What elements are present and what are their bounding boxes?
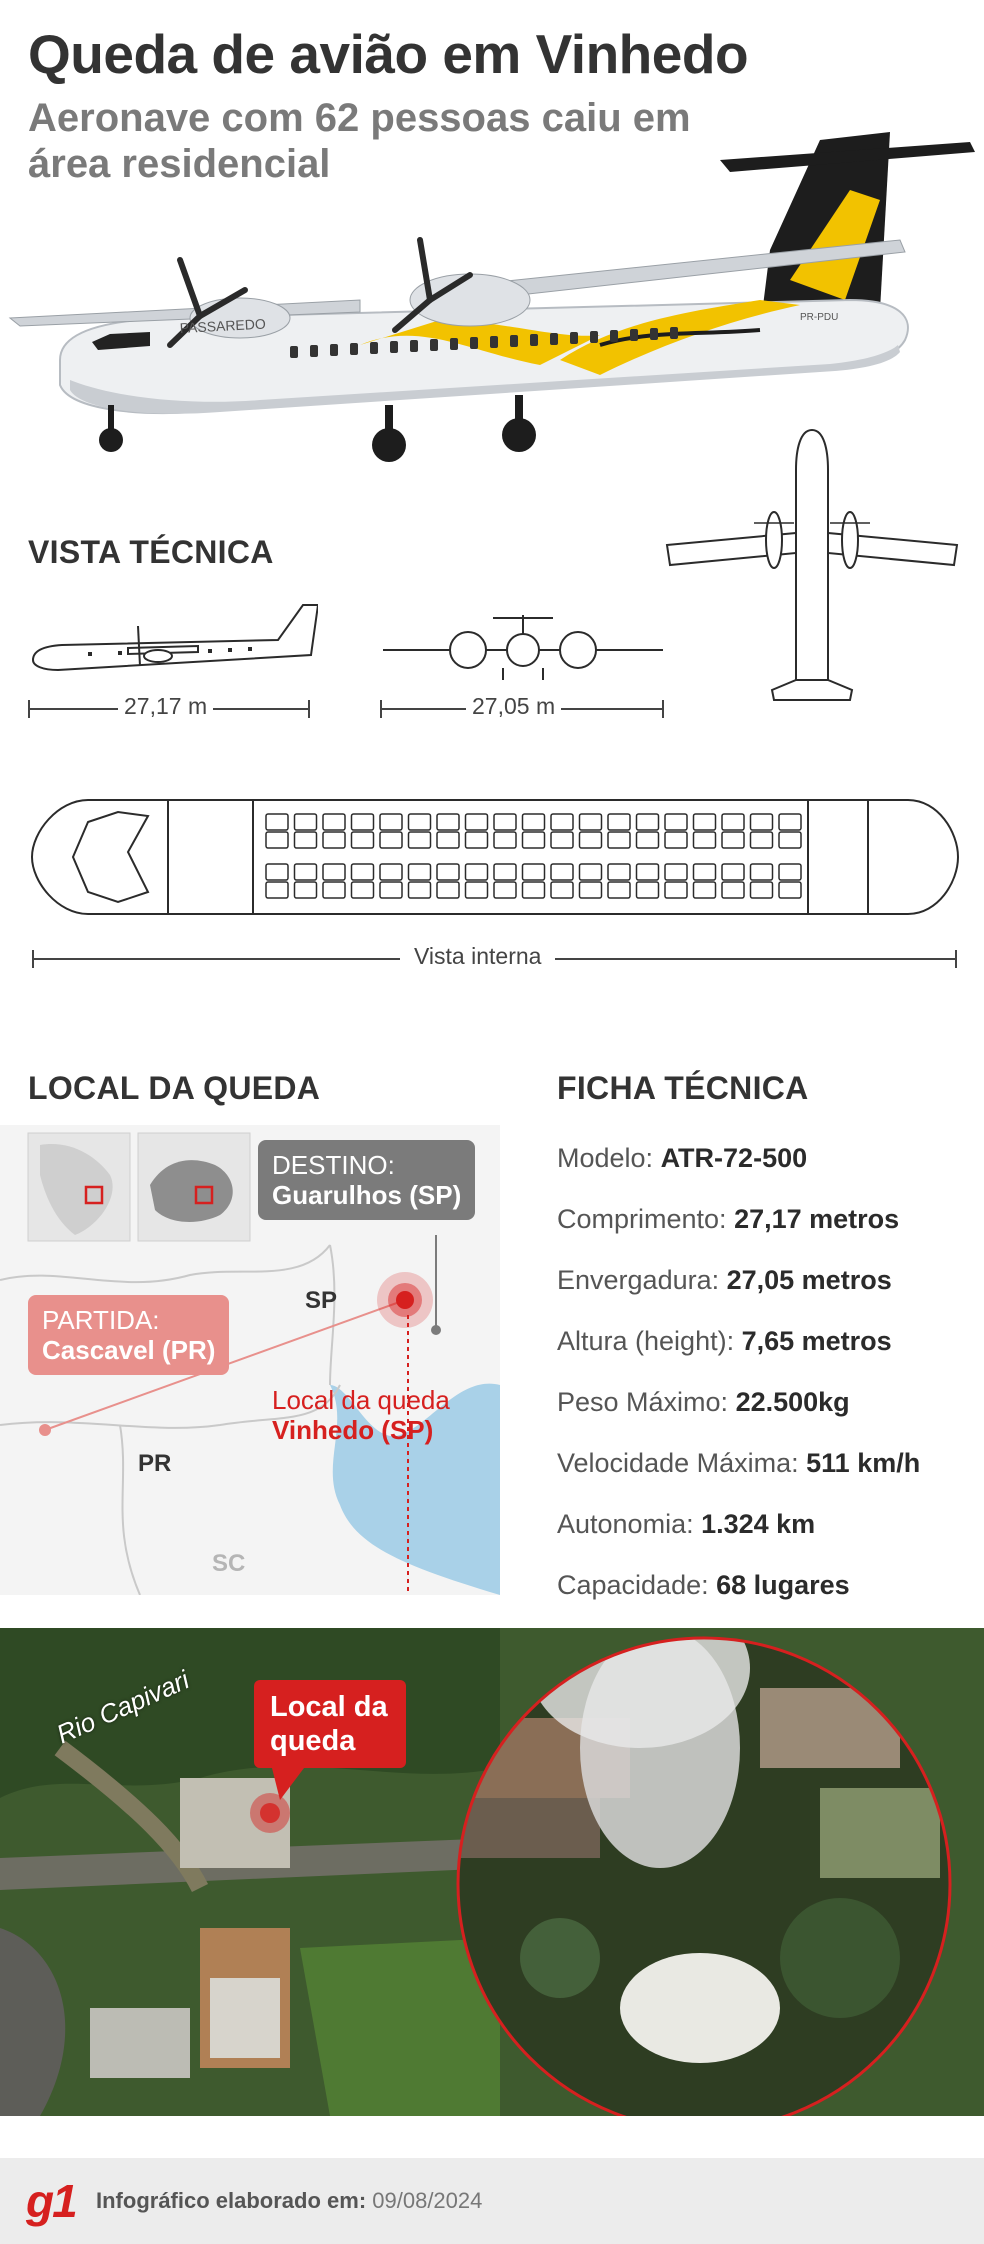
- seat: [523, 814, 545, 830]
- seat: [466, 882, 488, 898]
- seat: [295, 882, 317, 898]
- ficha-row-comprimento: Comprimento: 27,17 metros: [557, 1204, 900, 1234]
- seat: [751, 882, 773, 898]
- destino-label: DESTINO:: [272, 1150, 395, 1180]
- interior-label: Vista interna: [400, 943, 555, 970]
- seat: [380, 882, 402, 898]
- seat: [494, 864, 516, 880]
- seat: [466, 832, 488, 848]
- seat: [637, 832, 659, 848]
- seat: [380, 832, 402, 848]
- local-queda-heading: LOCAL DA QUEDA: [28, 1070, 321, 1106]
- seat: [523, 832, 545, 848]
- seat: [580, 832, 602, 848]
- seat: [694, 864, 716, 880]
- seat: [722, 882, 744, 898]
- seat: [722, 832, 744, 848]
- length-dimension-tick-left: [28, 700, 30, 718]
- seat: [523, 882, 545, 898]
- credit-text: Infográfico elaborado em: 09/08/2024: [96, 2188, 483, 2213]
- g1-logo: g1: [26, 2175, 76, 2227]
- seat: [266, 832, 288, 848]
- ficha-row-capacidade: Capacidade: 68 lugares: [557, 1570, 850, 1600]
- seat: [751, 832, 773, 848]
- seat: [637, 814, 659, 830]
- top-view-diagram: [662, 425, 962, 720]
- queda-map-label: Local da queda Vinhedo (SP): [272, 1385, 450, 1445]
- seat: [380, 814, 402, 830]
- seat: [637, 882, 659, 898]
- seat: [608, 814, 630, 830]
- seat: [779, 814, 801, 830]
- seat: [722, 814, 744, 830]
- partida-callout: [28, 1295, 229, 1375]
- seat: [551, 832, 573, 848]
- seat: [694, 882, 716, 898]
- ficha-row-autonomia: Autonomia: 1.324 km: [557, 1509, 816, 1539]
- seat: [722, 864, 744, 880]
- side-view-diagram: [28, 600, 318, 680]
- seat: [352, 814, 374, 830]
- seat: [694, 814, 716, 830]
- river-label: Rio Capivari: [52, 1664, 194, 1750]
- seat: [580, 814, 602, 830]
- partida-value: Cascavel (PR): [42, 1335, 216, 1365]
- interior-view-diagram: [28, 792, 960, 922]
- seat: [551, 814, 573, 830]
- seat: [494, 814, 516, 830]
- length-label: 27,17 m: [118, 693, 213, 720]
- livery-text: PASSAREDO: [179, 315, 267, 336]
- page-subtitle: Aeronave com 62 pessoas caiu em área residencial: [28, 96, 691, 186]
- wingspan-dimension-tick-right: [662, 700, 664, 718]
- seat: [409, 832, 431, 848]
- destino-value: Guarulhos (SP): [272, 1180, 462, 1210]
- length-dimension-tick-right: [308, 700, 310, 718]
- page-title: Queda de avião em Vinhedo: [28, 23, 749, 85]
- seat: [352, 864, 374, 880]
- interior-dimension-tick-left: [32, 950, 34, 968]
- footer: [0, 2158, 984, 2244]
- seat: [779, 864, 801, 880]
- seat: [466, 814, 488, 830]
- seat: [266, 882, 288, 898]
- seat: [751, 864, 773, 880]
- seat: [665, 832, 687, 848]
- seat: [494, 882, 516, 898]
- seat: [637, 864, 659, 880]
- seat: [437, 814, 459, 830]
- seat: [551, 882, 573, 898]
- seat: [779, 832, 801, 848]
- ficha-row-altura: Altura (height): 7,65 metros: [557, 1326, 892, 1356]
- seat: [437, 864, 459, 880]
- wingspan-dimension-tick-left: [380, 700, 382, 718]
- seat: [580, 882, 602, 898]
- queda-photo-tag: Local da queda: [254, 1680, 406, 1768]
- ficha-row-envergadura: Envergadura: 27,05 metros: [557, 1265, 892, 1295]
- ficha-row-modelo: Modelo: ATR-72-500: [557, 1143, 808, 1173]
- seat: [665, 882, 687, 898]
- vista-tecnica-heading: VISTA TÉCNICA: [28, 534, 274, 570]
- interior-dimension-tick-right: [955, 950, 957, 968]
- seat: [694, 832, 716, 848]
- seat: [551, 864, 573, 880]
- seat: [323, 882, 345, 898]
- seat: [380, 864, 402, 880]
- ficha-row-velocidade: Velocidade Máxima: 511 km/h: [557, 1448, 921, 1478]
- ficha-row-peso: Peso Máximo: 22.500kg: [557, 1387, 850, 1417]
- seat: [608, 882, 630, 898]
- seat: [409, 864, 431, 880]
- seat: [295, 864, 317, 880]
- partida-label: PARTIDA:: [42, 1305, 160, 1335]
- seat: [323, 814, 345, 830]
- seat: [352, 882, 374, 898]
- wingspan-label: 27,05 m: [466, 693, 561, 720]
- seat: [437, 832, 459, 848]
- seat: [608, 832, 630, 848]
- state-label-sp: SP: [305, 1287, 338, 1314]
- seat: [323, 832, 345, 848]
- front-view-diagram: [378, 610, 668, 685]
- seat: [295, 814, 317, 830]
- seat: [494, 832, 516, 848]
- seat: [466, 864, 488, 880]
- state-label-pr: PR: [138, 1450, 172, 1477]
- seat: [409, 882, 431, 898]
- registration-text: PR-PDU: [800, 312, 839, 323]
- seat: [266, 864, 288, 880]
- ficha-tecnica-list: [557, 1128, 920, 1616]
- seat: [580, 864, 602, 880]
- state-label-sc: SC: [212, 1550, 246, 1577]
- seat: [352, 832, 374, 848]
- seat: [409, 814, 431, 830]
- ficha-tecnica-heading: FICHA TÉCNICA: [557, 1070, 809, 1106]
- seat: [266, 814, 288, 830]
- seat: [779, 882, 801, 898]
- seat: [751, 814, 773, 830]
- queda-tag-pointer: [270, 1760, 310, 1800]
- seat: [295, 832, 317, 848]
- seat: [323, 864, 345, 880]
- destino-callout: [258, 1140, 475, 1220]
- seat: [665, 864, 687, 880]
- seat: [523, 864, 545, 880]
- seat: [437, 882, 459, 898]
- seat: [665, 814, 687, 830]
- seat: [608, 864, 630, 880]
